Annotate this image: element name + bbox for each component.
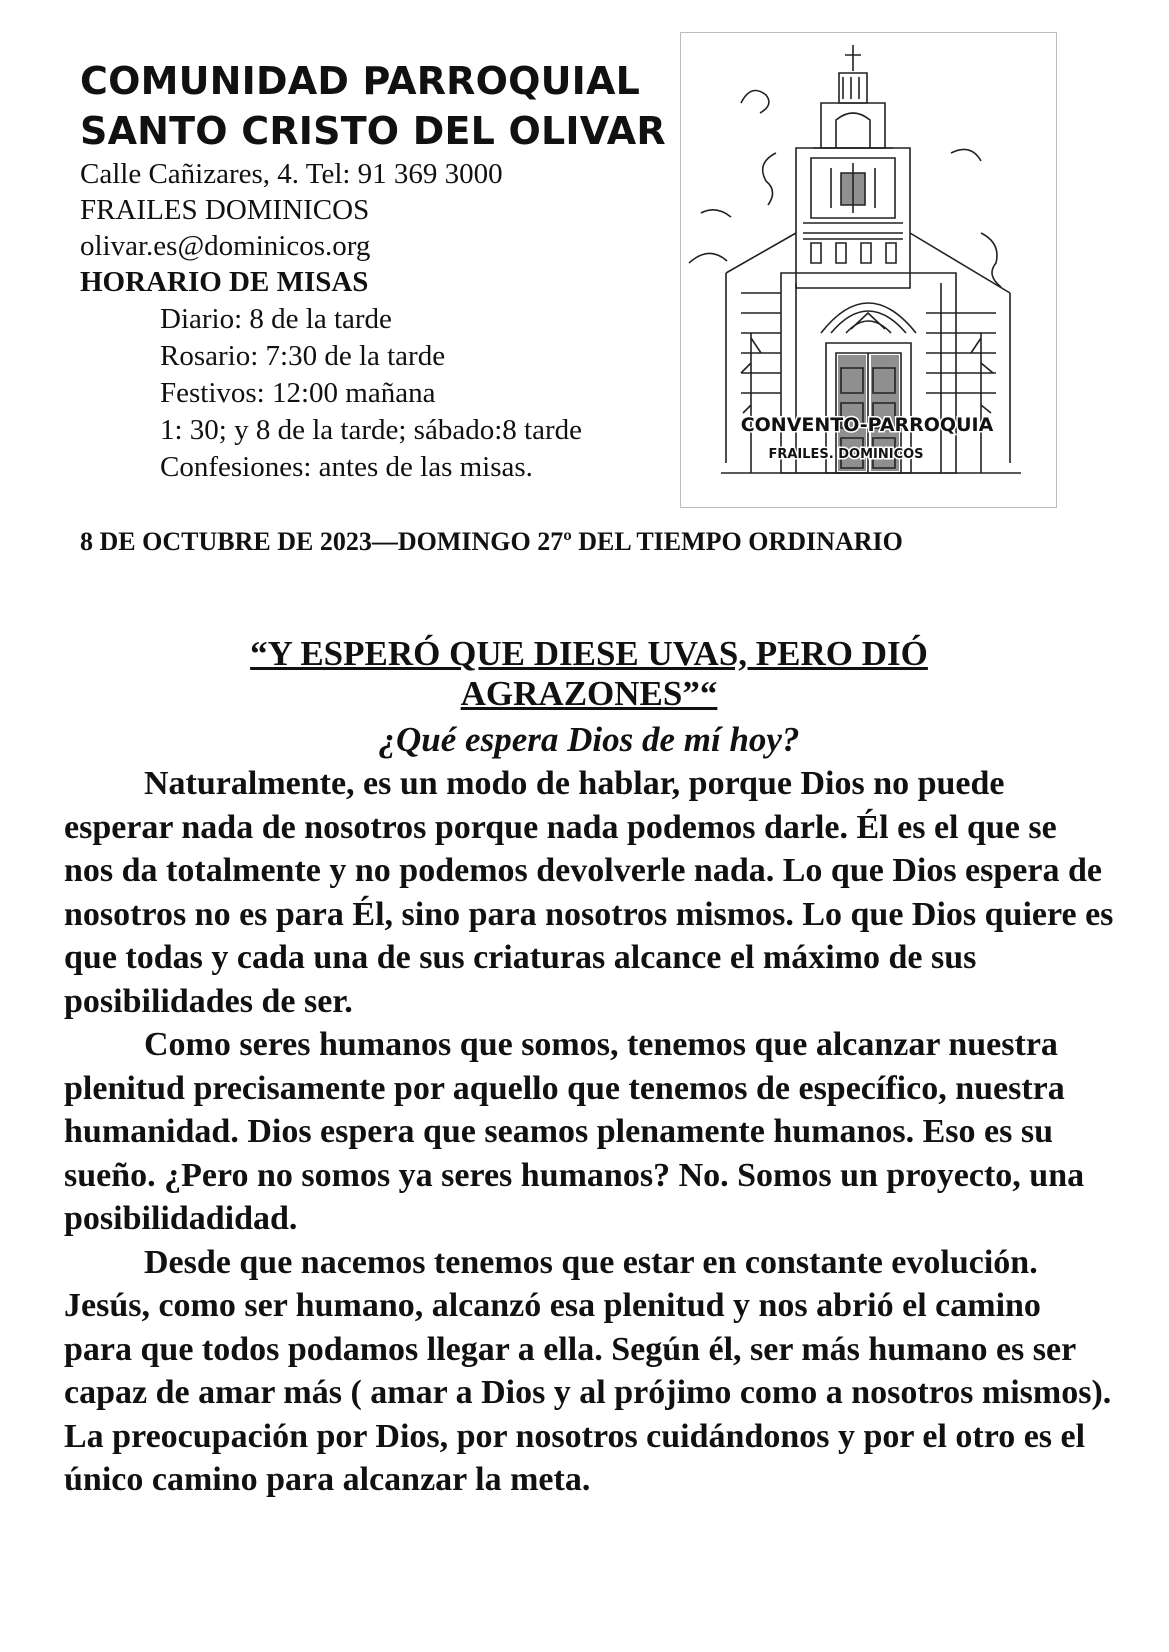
parish-order: FRAILES DOMINICOS	[80, 194, 370, 226]
church-facade-illustration	[681, 33, 1056, 507]
schedule-item: Confesiones: antes de las misas.	[160, 451, 533, 483]
drawing-caption-sub: FRAILES. DOMINICOS	[768, 447, 924, 462]
parish-address: Calle Cañizares, 4. Tel: 91 369 3000	[80, 158, 503, 190]
mass-schedule-heading: HORARIO DE MISAS	[80, 266, 369, 298]
schedule-item: Diario: 8 de la tarde	[160, 303, 392, 335]
schedule-item: Festivos: 12:00 mañana	[160, 377, 436, 409]
article-subtitle: ¿Qué espera Dios de mí hoy?	[378, 720, 800, 759]
article-paragraph: Como seres humanos que somos, tenemos que alcanzar nuestra plenitud precisamente por aquello que tenemos de específico, nuestra humanidad. Dios espera que seamos plenamente humanos. Eso es su sueño. ¿Pero no somos ya seres humanos? No. Somos un proyecto, una posibilidadidad.	[64, 1026, 1085, 1237]
article-paragraph: Naturalmente, es un modo de hablar, porque Dios no puede esperar nada de nosotros porque nada podemos darle. Él es el que se nos da totalmente y no podemos devolverle nada. Lo que Dios espera de nosotros no es para Él, sino para nosotros mismos. Lo que Dios quiere es que todas y cada una de sus criaturas alcance el máximo de sus posibilidades de ser.	[64, 765, 1114, 1020]
church-drawing	[680, 32, 1057, 508]
parish-header	[80, 56, 680, 486]
reflection-article	[64, 634, 1114, 1502]
mass-schedule-list	[80, 301, 680, 486]
parish-title-line2: SANTO CRISTO DEL OLIVAR	[80, 109, 666, 153]
parish-title-line1: COMUNIDAD PARROQUIAL	[80, 59, 641, 103]
drawing-caption-main: CONVENTO-PARROQUIA	[740, 414, 994, 436]
schedule-item: 1: 30; y 8 de la tarde; sábado:8 tarde	[160, 414, 582, 446]
bulletin-date: 8 DE OCTUBRE DE 2023—DOMINGO 27º DEL TIEMPO ORDINARIO	[80, 527, 903, 556]
parish-email: olivar.es@dominicos.org	[80, 230, 371, 262]
article-title: “Y ESPERÓ QUE DIESE UVAS, PERO DIÓ AGRAZONES”“	[250, 634, 928, 713]
article-paragraph: Desde que nacemos tenemos que estar en constante evolución. Jesús, como ser humano, alcanzó esa plenitud y nos abrió el camino para que todos podamos llegar a ella. Según él, ser más humano es ser capaz de amar más ( amar a Dios y al prójimo como a nosotros mismos). La preocupación por Dios, por nosotros cuidándonos y por el otro es el único camino para alcanzar la meta.	[64, 1243, 1112, 1498]
schedule-item: Rosario: 7:30 de la tarde	[160, 340, 446, 372]
